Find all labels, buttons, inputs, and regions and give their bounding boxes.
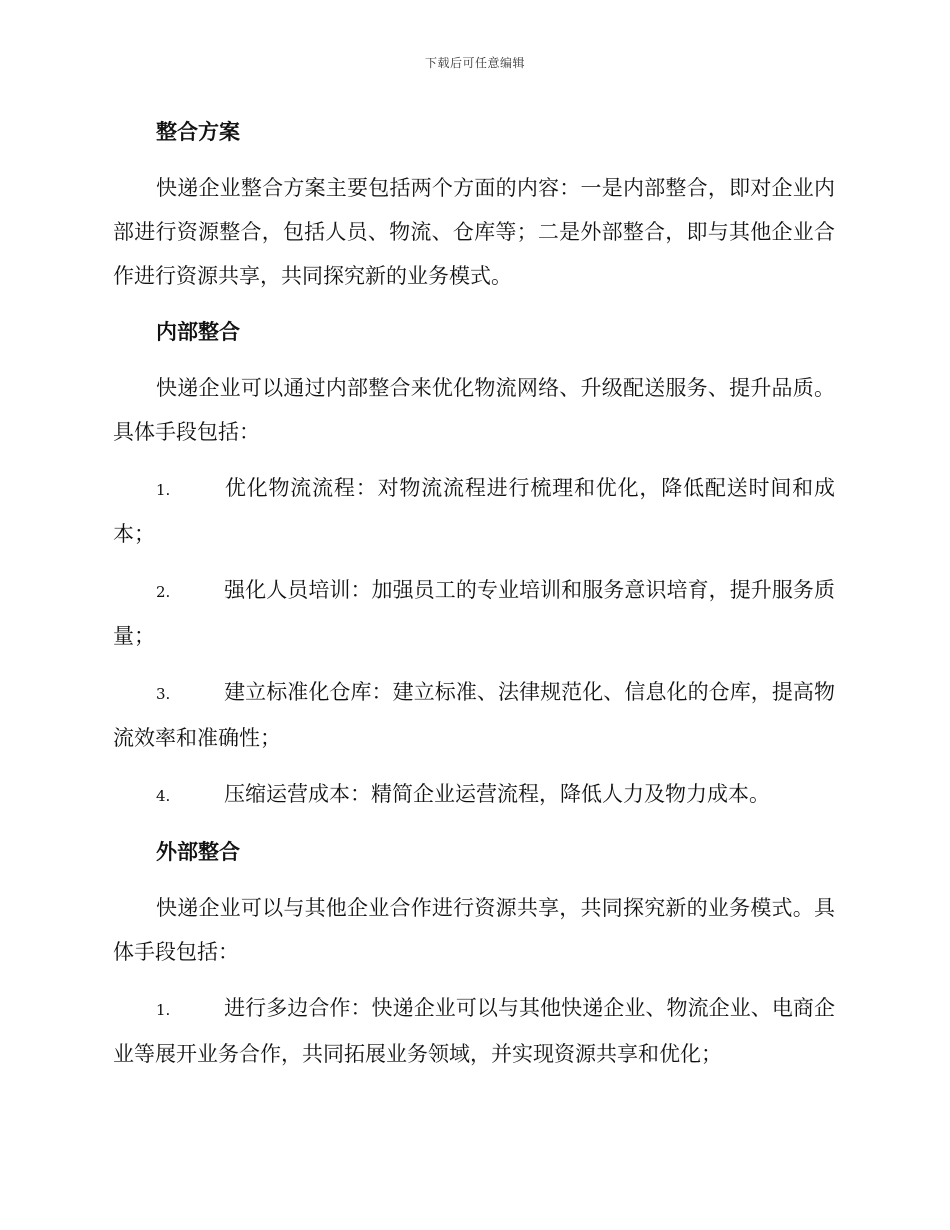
list-item bbox=[113, 466, 835, 556]
document-body bbox=[113, 110, 835, 1088]
paragraph-integration-plan: 快递企业整合方案主要包括两个方面的内容：一是内部整合，即对企业内部进行资源整合，包括人员、物流、仓库等；二是外部整合，即与其他企业合作进行资源共享，共同探究新的业务模式。 bbox=[113, 176, 835, 288]
list-item bbox=[113, 568, 835, 658]
list-item-text: 压缩运营成本：精简企业运营流程，降低人力及物力成本。 bbox=[224, 782, 770, 806]
paragraph-external-integration: 快递企业可以与其他企业合作进行资源共享，共同探究新的业务模式。具体手段包括： bbox=[113, 896, 835, 964]
list-item bbox=[113, 772, 835, 818]
section-heading-external-integration: 外部整合 bbox=[156, 840, 240, 864]
list-item-text: 优化物流流程：对物流流程进行梳理和优化，降低配送时间和成本； bbox=[113, 476, 835, 546]
header-note: 下载后可任意编辑 bbox=[424, 56, 525, 70]
list-item-number: 1. bbox=[156, 481, 171, 499]
list-item-number: 4. bbox=[156, 787, 171, 805]
list-item bbox=[113, 670, 835, 760]
list-item-number: 2. bbox=[156, 583, 171, 601]
section-heading-integration-plan: 整合方案 bbox=[156, 120, 240, 144]
list-item bbox=[113, 986, 835, 1076]
list-item-text: 建立标准化仓库：建立标准、法律规范化、信息化的仓库，提高物流效率和准确性； bbox=[113, 680, 835, 750]
list-item-text: 进行多边合作：快递企业可以与其他快递企业、物流企业、电商企业等展开业务合作，共同拓展业务领域，并实现资源共享和优化； bbox=[113, 996, 835, 1066]
list-item-number: 1. bbox=[156, 1001, 171, 1019]
section-heading-internal-integration: 内部整合 bbox=[156, 320, 240, 344]
paragraph-internal-integration: 快递企业可以通过内部整合来优化物流网络、升级配送服务、提升品质。具体手段包括： bbox=[113, 376, 835, 444]
list-item-text: 强化人员培训：加强员工的专业培训和服务意识培育，提升服务质量； bbox=[113, 578, 835, 648]
list-item-number: 3. bbox=[156, 685, 171, 703]
